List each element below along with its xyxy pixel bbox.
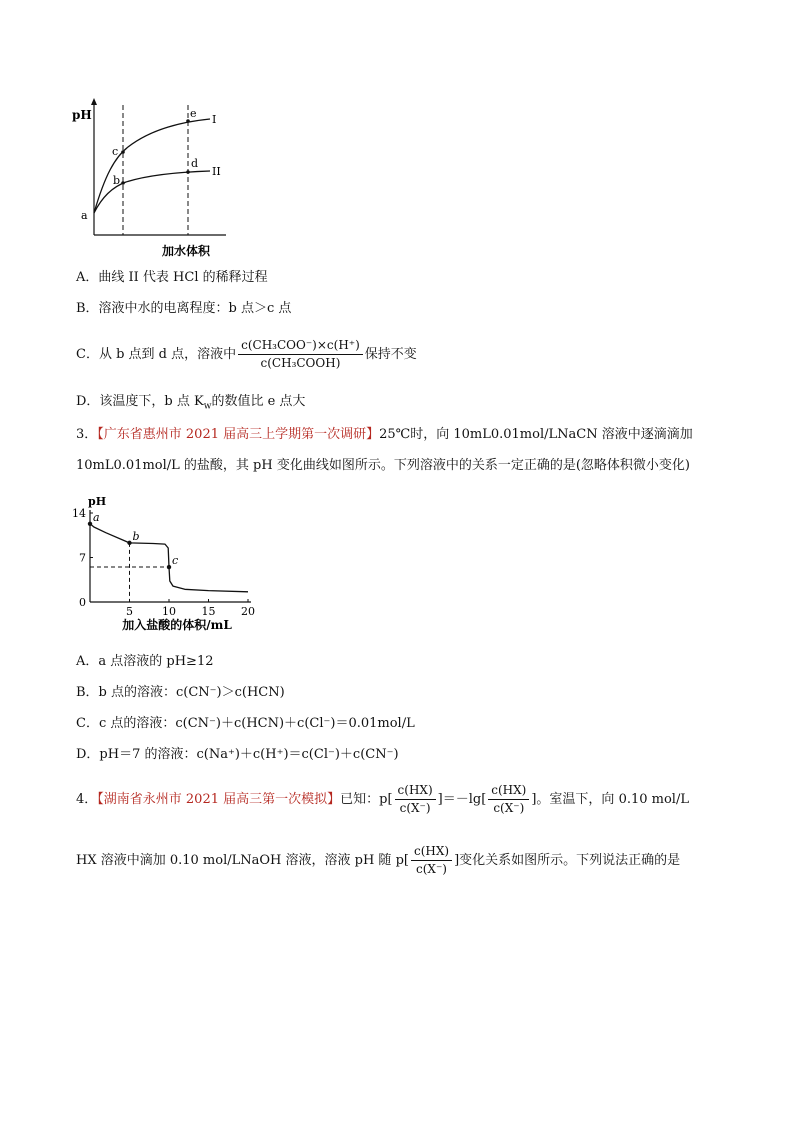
q2-option-d <box>76 393 305 416</box>
q4-source: 【湖南省永州市 2021 届高三第一次模拟】 <box>97 792 341 807</box>
q2-option-c-fraction <box>238 337 363 372</box>
fig1-point-b <box>121 181 125 185</box>
fig2-point-c <box>167 565 171 569</box>
fig1-label-a: a <box>81 209 88 222</box>
fig2-point-label-a: a <box>93 510 100 524</box>
q4-number: 4． <box>76 792 98 807</box>
q3-option-c: C．c 点的溶液：c(CN⁻)＋c(HCN)＋c(Cl⁻)＝0.01mol/L <box>76 716 415 731</box>
fig1-curve-label-I: I <box>212 113 217 126</box>
q2-c-denominator: c(CH₃COOH) <box>260 356 341 370</box>
q2-option-d-sub: w <box>203 401 212 412</box>
q3-option-a: A．a 点溶液的 pH≥12 <box>76 654 214 669</box>
fig2-ylabel: pH <box>88 495 107 508</box>
fig2-ytick-0: 0 <box>79 596 86 609</box>
fig2-point-b <box>127 541 131 545</box>
q4-line2-pre: HX 溶液中滴加 0.10 mol/LNaOH 溶液，溶液 pH 随 p[ <box>76 853 409 868</box>
figure-1-chart <box>70 95 230 260</box>
q4-fraction-1 <box>395 782 436 817</box>
fig2-xtick-20: 20 <box>241 605 255 618</box>
q2-option-c <box>76 337 417 372</box>
q4-mid: ]＝－lg[ <box>437 792 487 807</box>
q3-source: 【广东省惠州市 2021 届高三上学期第一次调研】 <box>97 427 380 442</box>
q4-fraction-3 <box>411 843 452 878</box>
q4-stem-pre: 已知：p[ <box>340 792 393 807</box>
fig2-ytick-14: 14 <box>72 507 86 520</box>
q3-stem-line1 <box>76 426 693 444</box>
fig2-point-label-b: b <box>132 529 140 543</box>
fig2-point-a <box>88 522 92 526</box>
q4-line2-post: ]变化关系如图所示。下列说法正确的是 <box>454 853 681 868</box>
fig1-y-arrow <box>91 98 97 105</box>
fig1-label-d: d <box>191 157 199 170</box>
q4-fraction-2 <box>488 782 529 817</box>
fig1-point-d <box>186 170 190 174</box>
q2-option-b: B．溶液中水的电离程度：b 点＞c 点 <box>76 301 292 316</box>
q4-frac3-num: c(HX) <box>411 843 452 861</box>
q4-frac3-den: c(X⁻) <box>416 862 447 876</box>
fig2-xtick-15: 15 <box>201 605 216 618</box>
q4-frac2-den: c(X⁻) <box>493 801 525 815</box>
q4-frac2-num: c(HX) <box>488 782 529 800</box>
fig2-ph-curve <box>90 524 248 592</box>
q3-stem-line2: 10mL0.01mol/L 的盐酸，其 pH 变化曲线如图所示。下列溶液中的关系一定正确的是(忽略体积微小变化) <box>76 458 690 473</box>
fig2-xtick-5: 5 <box>126 605 133 618</box>
fig1-point-c <box>121 150 125 154</box>
figure-2-chart <box>70 490 270 640</box>
fig2-point-label-c: c <box>172 554 179 568</box>
q4-stem-line1 <box>76 782 689 817</box>
fig2-ytick-7: 7 <box>79 551 86 565</box>
fig1-ylabel: pH <box>72 108 92 122</box>
fig2-xtick-10: 10 <box>162 605 176 618</box>
q4-stem-post: ]。室温下，向 0.10 mol/L <box>531 792 689 807</box>
q2-option-c-post: 保持不变 <box>364 347 417 362</box>
fig2-xlabel: 加入盐酸的体积/mL <box>122 618 232 632</box>
q4-stem-line2 <box>76 843 680 878</box>
fig1-xlabel: 加水体积 <box>162 244 211 258</box>
q4-frac1-den: c(X⁻) <box>399 801 431 815</box>
fig1-label-e: e <box>190 107 197 120</box>
q4-frac1-num: c(HX) <box>395 782 436 800</box>
q2-option-d-pre: D．该温度下，b 点 K <box>76 394 204 409</box>
q2-option-c-pre: C．从 b 点到 d 点，溶液中 <box>76 347 237 362</box>
q2-c-numerator: c(CH₃COO⁻)×c(H⁺) <box>238 337 363 355</box>
q3-number: 3． <box>76 427 98 442</box>
fig1-label-b: b <box>113 174 121 187</box>
q2-option-a: A．曲线 II 代表 HCl 的稀释过程 <box>76 270 268 285</box>
q3-option-b: B．b 点的溶液：c(CN⁻)＞c(HCN) <box>76 685 285 700</box>
q2-option-d-post: 的数值比 e 点大 <box>211 394 306 409</box>
fig1-label-c: c <box>112 145 119 158</box>
fig1-curve-label-II: II <box>212 165 221 178</box>
q3-stem1: 25℃时，向 10mL0.01mol/LNaCN 溶液中逐滴滴加 <box>379 427 693 442</box>
fig1-curve-II <box>94 171 210 213</box>
q3-option-d: D．pH＝7 的溶液：c(Na⁺)＋c(H⁺)＝c(Cl⁻)＋c(CN⁻) <box>76 747 399 762</box>
